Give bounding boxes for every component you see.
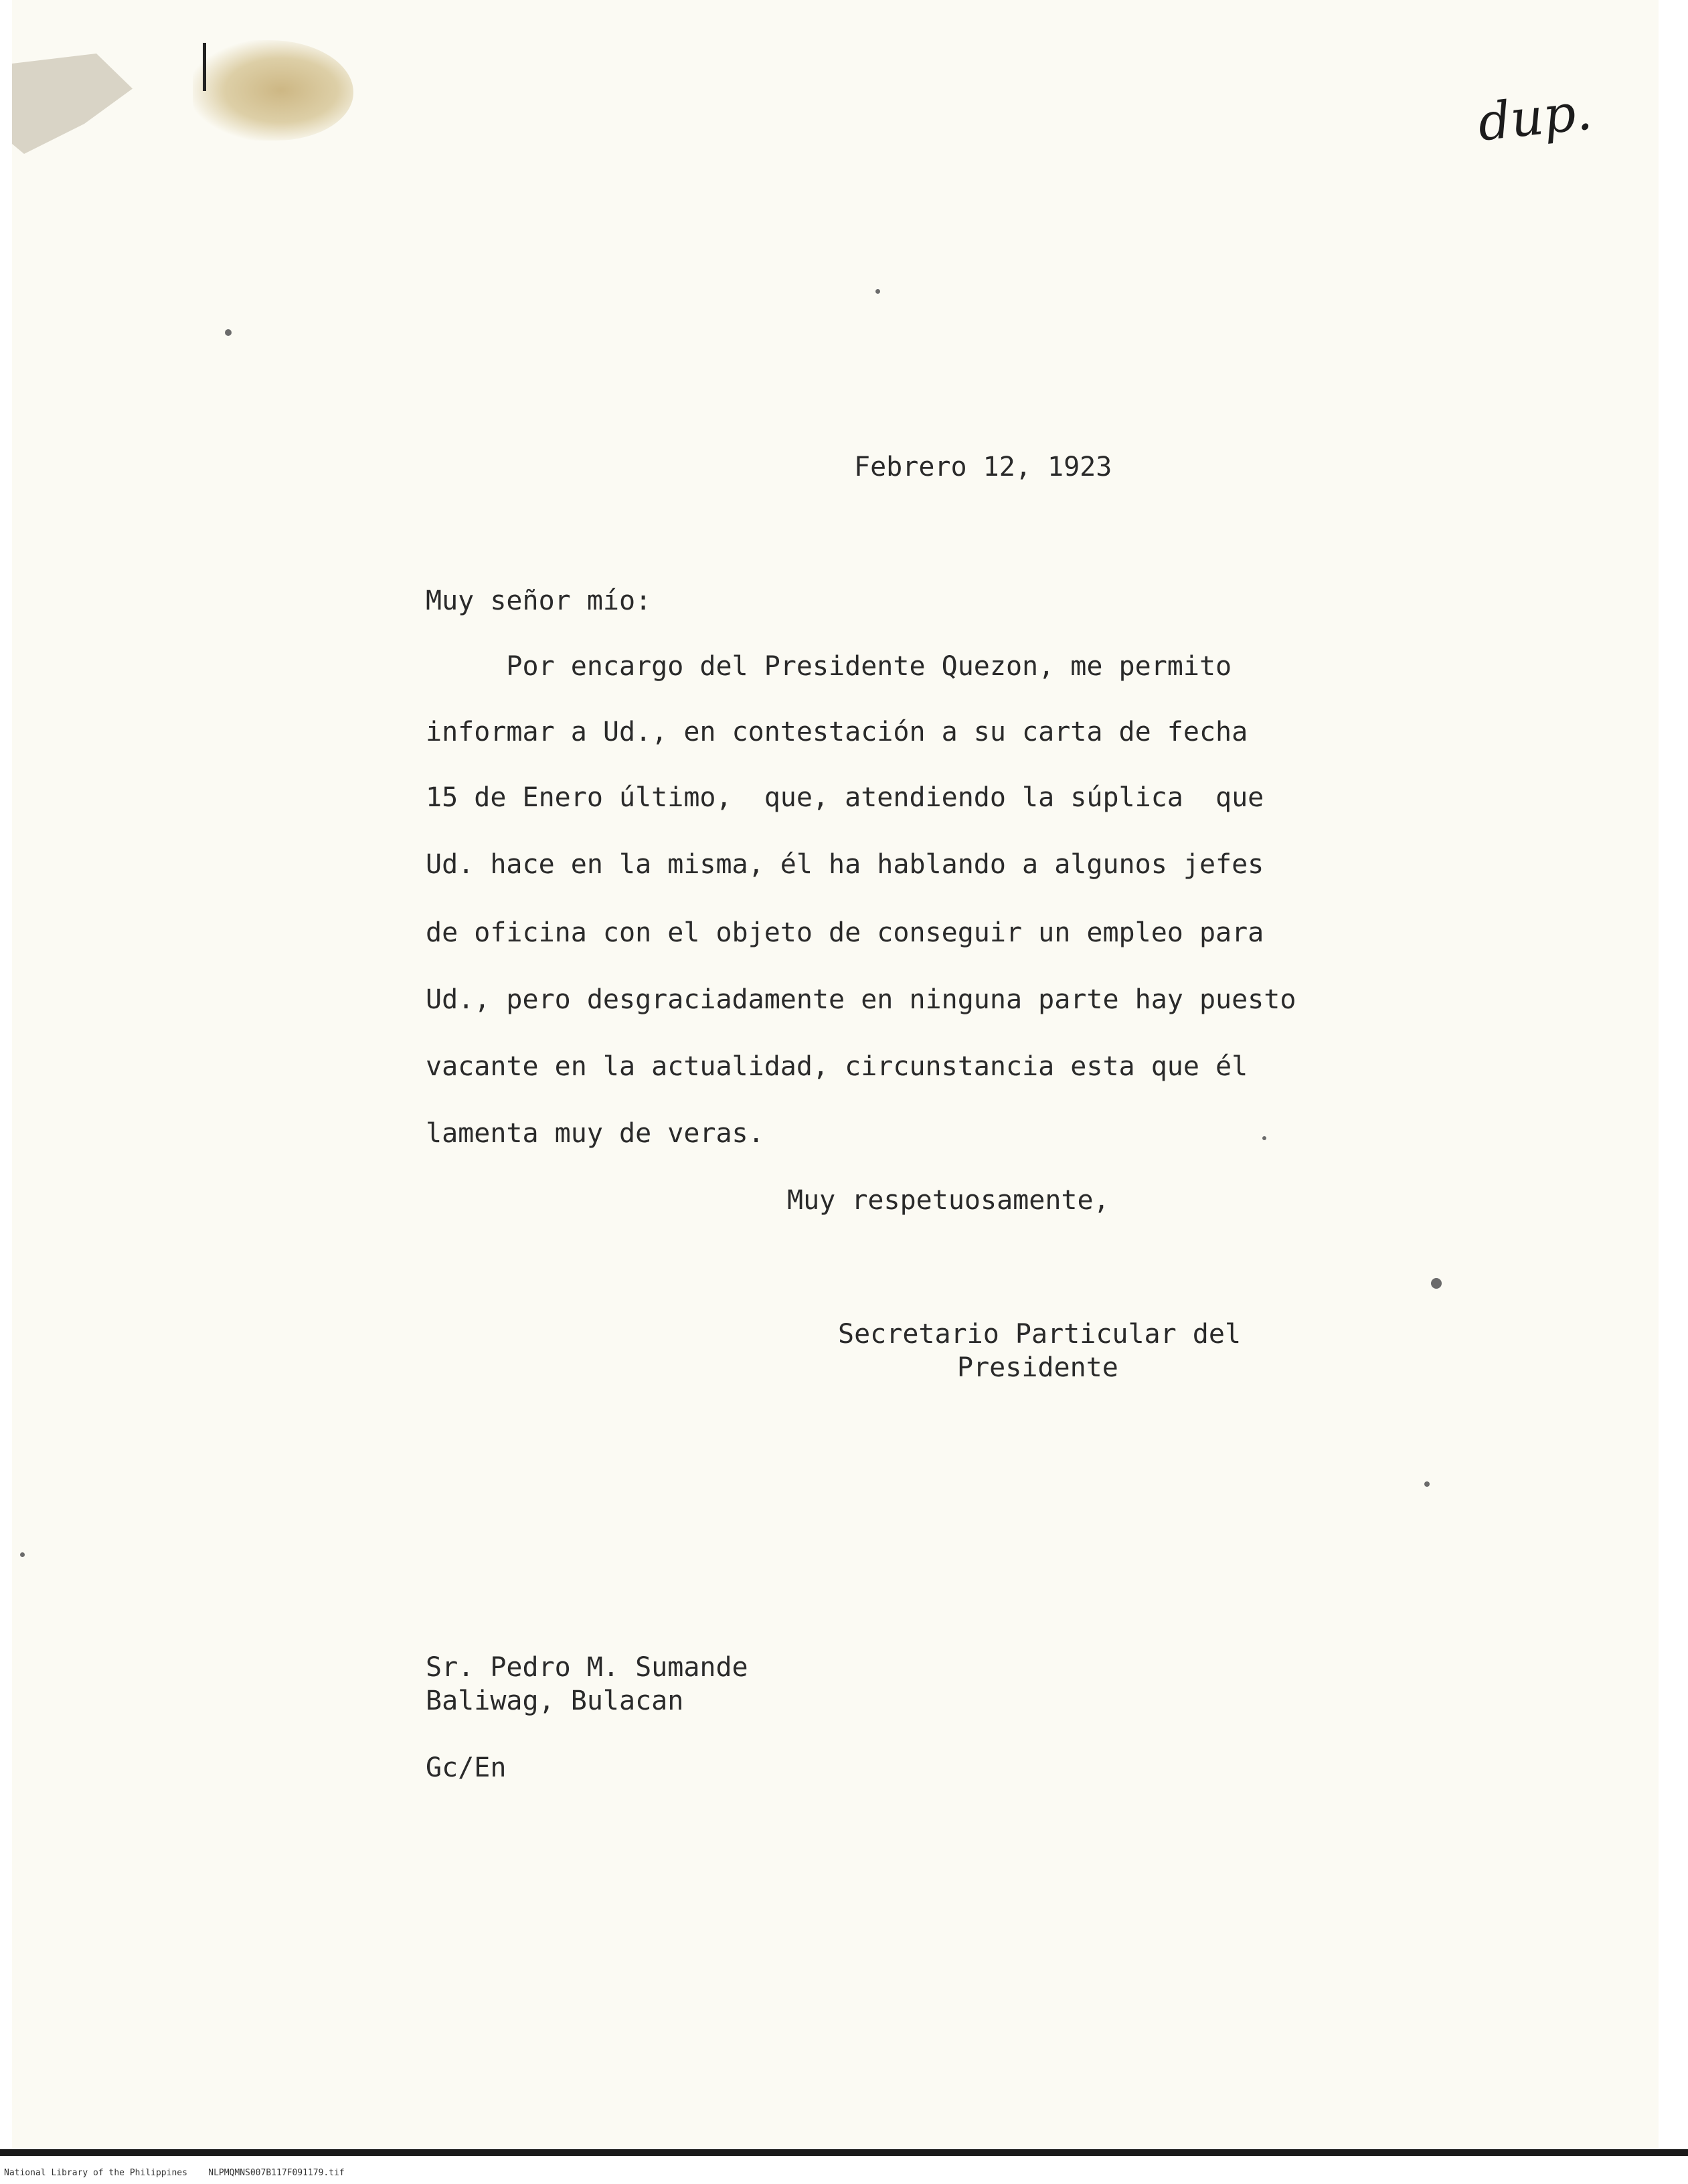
signature-title-line-2: Presidente [957, 1352, 1118, 1383]
body-line-8: lamenta muy de veras. [426, 1118, 764, 1149]
letter-page [12, 0, 1659, 2148]
paper-speck [875, 289, 880, 294]
scan-caption: National Library of the Philippines NLPMQMNS007B117F091179.tif [4, 2168, 345, 2178]
paper-speck [1424, 1481, 1430, 1487]
body-line-4: Ud. hace en la misma, él ha hablando a algunos jefes [426, 849, 1264, 880]
paper-speck [20, 1552, 25, 1557]
handwritten-note: dup. [1474, 81, 1595, 153]
recipient-name: Sr. Pedro M. Sumande [426, 1652, 748, 1683]
body-line-2: informar a Ud., en contestación a su carta de fecha [426, 717, 1248, 747]
tape-stain [193, 40, 353, 141]
recipient-address: Baliwag, Bulacan [426, 1686, 684, 1716]
reference-initials: Gc/En [426, 1752, 507, 1783]
body-line-1: Por encargo del Presidente Quezon, me permito [426, 651, 1232, 682]
body-line-7: vacante en la actualidad, circunstancia esta que él [426, 1051, 1248, 1082]
scan-bottom-edge [0, 2149, 1688, 2156]
paper-speck [1262, 1136, 1266, 1140]
paper-speck [1431, 1278, 1442, 1289]
tape-edge-mark [203, 43, 206, 91]
letter-date: Febrero 12, 1923 [854, 452, 1112, 482]
signature-title-line-1: Secretario Particular del [838, 1319, 1242, 1350]
body-line-6: Ud., pero desgraciadamente en ninguna parte hay puesto [426, 984, 1296, 1015]
body-line-3: 15 de Enero último, que, atendiendo la súplica que [426, 782, 1264, 813]
closing: Muy respetuosamente, [787, 1185, 1110, 1216]
paper-speck [225, 329, 232, 336]
torn-corner [12, 54, 133, 154]
salutation: Muy señor mío: [426, 585, 652, 616]
body-line-5: de oficina con el objeto de conseguir un empleo para [426, 917, 1264, 948]
